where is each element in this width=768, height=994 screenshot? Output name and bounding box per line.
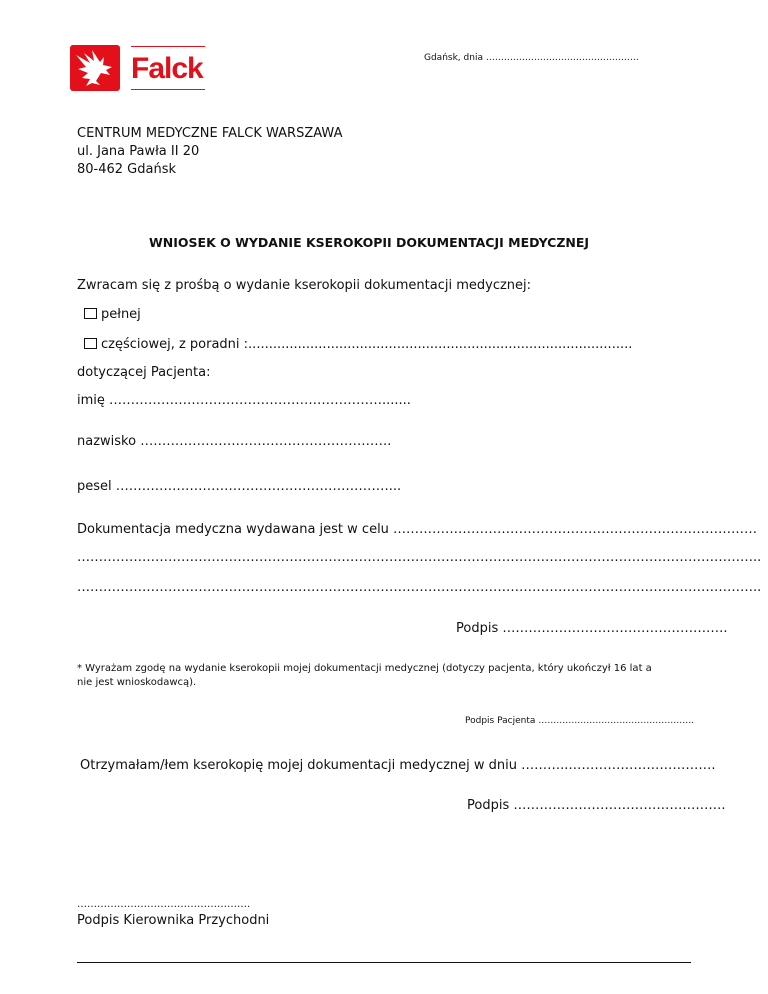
- field-surname[interactable]: nazwisko ………………………………………………….: [77, 434, 392, 449]
- address-line-2: ul. Jana Pawła II 20: [77, 144, 200, 159]
- date-label: Gdańsk, dnia: [424, 53, 483, 63]
- patient-label: dotyczącej Pacjenta:: [77, 365, 211, 380]
- address-line-3: 80-462 Gdańsk: [77, 162, 177, 177]
- manager-signature-dots[interactable]: …………………………………………….: [77, 899, 251, 910]
- footer-rule: [77, 962, 691, 963]
- purpose-line-3[interactable]: …………………………………………………………………………………………………………………………………………..: [77, 580, 762, 595]
- logo-text: Falck: [131, 52, 203, 85]
- field-pesel[interactable]: pesel ………………………………………………………...: [77, 479, 402, 494]
- checkbox-partial[interactable]: [84, 338, 97, 349]
- date-dots[interactable]: ……………………………………………: [485, 53, 639, 63]
- option-full[interactable]: [84, 307, 141, 322]
- logo-bottom-rule: [131, 89, 205, 90]
- option-full-label: pełnej: [101, 307, 141, 322]
- purpose-label[interactable]: Dokumentacja medyczna wydawana jest w celu …………………………………………………………………………: [77, 522, 758, 537]
- falck-logo-icon: [70, 45, 120, 91]
- receipt-signature[interactable]: Podpis ………………………………………….: [467, 798, 726, 813]
- purpose-signature[interactable]: Podpis …………………………………………….: [456, 621, 728, 636]
- option-partial[interactable]: [84, 337, 632, 352]
- consent-line-1: * Wyrażam zgodę na wydanie kserokopii mojej dokumentacji medycznej (dotyczy pacjenta, który ukończył 16 lat a: [77, 663, 652, 674]
- date-line: [424, 53, 639, 63]
- request-text: Zwracam się z prośbą o wydanie kserokopii dokumentacji medycznej:: [77, 278, 532, 293]
- address-line-1: CENTRUM MEDYCZNE FALCK WARSZAWA: [77, 126, 343, 141]
- consent-line-2: nie jest wnioskodawcą).: [77, 677, 197, 688]
- logo-top-rule: [131, 46, 205, 47]
- option-partial-label: częściowej, z poradni :.............................................................................................: [101, 337, 633, 352]
- manager-signature-label: Podpis Kierownika Przychodni: [77, 913, 270, 928]
- patient-signature[interactable]: Podpis Pacjenta …………………………………………….: [465, 716, 695, 726]
- field-name[interactable]: imię ……………………………………………………….......: [77, 393, 411, 408]
- document-title: WNIOSEK O WYDANIE KSEROKOPII DOKUMENTACJI MEDYCZNEJ: [149, 235, 590, 250]
- purpose-line-2[interactable]: …………………………………………………………………………………………………………………………………………..: [77, 550, 762, 565]
- checkbox-full[interactable]: [84, 308, 97, 319]
- receipt-text[interactable]: Otrzymałam/łem kserokopię mojej dokumentacji medycznej w dniu ………..…………………………….: [80, 758, 716, 773]
